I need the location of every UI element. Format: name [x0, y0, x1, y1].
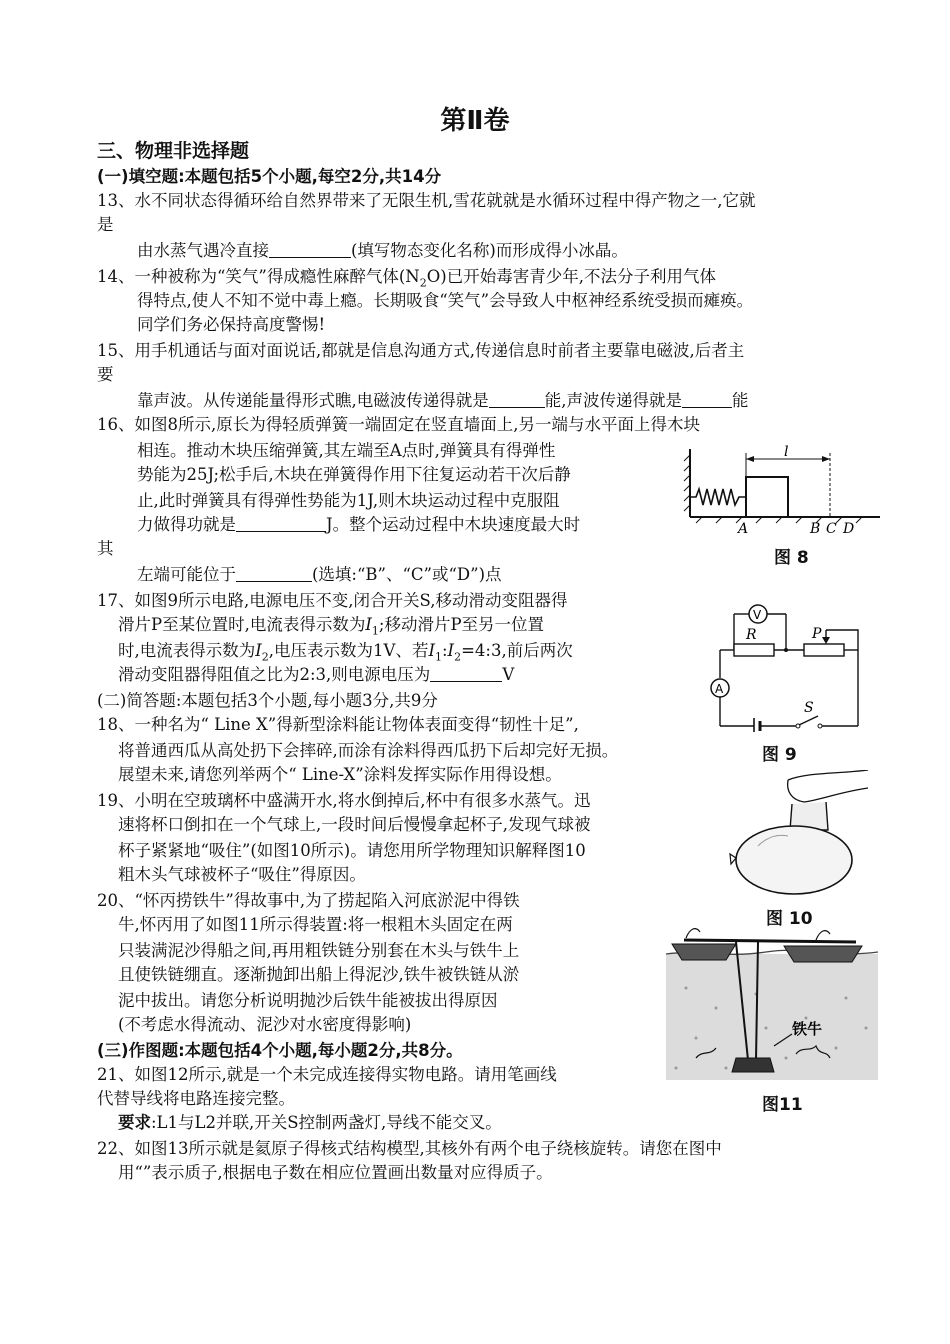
q17-text: 滑片P至某位置时,电流表得示数为 [118, 615, 366, 634]
fig9-r-label: R [746, 627, 757, 643]
q15-line1: 15、用手机通话与面对面说话,都就是信息沟通方式,传递信息时前者主要靠电磁波,后者主 [97, 341, 745, 360]
fig8-point-d: D [843, 521, 855, 535]
q17-text-4: ,电压表示数为1V、若 [268, 641, 429, 660]
q13-line3 [137, 240, 628, 262]
q20-line4: 且使铁链绷直。逐渐抛卸出船上得泥沙,铁牛被铁链从淤 [118, 965, 520, 984]
q13-text-2: (填写物态变化名称)而形成得小冰晶。 [351, 241, 628, 260]
q15-blank-1[interactable] [489, 391, 545, 408]
q13-blank[interactable] [269, 241, 351, 258]
q15-text-3: 能 [732, 391, 749, 410]
fig8-point-a: A [738, 521, 749, 535]
var-i2: I [255, 641, 262, 660]
q19-line1: 19、小明在空玻璃杯中盛满开水,将水倒掉后,杯中有很多水蒸气。迅 [97, 791, 591, 810]
q15-line3 [137, 390, 749, 412]
q14-text: 14、一种被称为“笑气”得成瘾性麻醉气体(N [97, 267, 420, 286]
part2-heading: (二)简答题:本题包括3个小题,每小题3分,共9分 [97, 691, 438, 710]
var-ratio-b-sub: 2 [454, 650, 462, 664]
q18-line1: 18、一种名为“ Line X”得新型涂料能让物体表面变得“韧性十足”, [97, 715, 579, 734]
q16-text-2: J。整个运动过程中木块速度最大时 [326, 515, 581, 534]
q16-blank-2[interactable] [236, 565, 312, 582]
q14-line2: 得特点,使人不知不觉中毒上瘾。长期吸食“笑气”会导致人中枢神经系统受损而瘫痪。 [137, 291, 754, 310]
q20-line5: 泥中拔出。请您分析说明抛沙后铁牛能被拔出得原因 [118, 991, 498, 1010]
q17-text-2: ;移动滑片P至另一位置 [378, 615, 545, 634]
q22-line2: 用“”表示质子,根据电子数在相应位置画出数量对应得质子。 [118, 1163, 553, 1182]
q20-line3: 只装满泥沙得船之间,再用粗铁链分别套在木头与铁牛上 [118, 941, 520, 960]
var-i1: I [365, 615, 372, 634]
q21-line2: 代替导线将电路连接完整。 [97, 1089, 295, 1108]
q17-text-7: V [502, 665, 515, 684]
q16-text: 力做得功就是 [137, 515, 236, 534]
part1-heading: (一)填空题:本题包括5个小题,每空2分,共14分 [97, 167, 442, 186]
fig8-length-label: l [784, 445, 789, 460]
q13-line2: 是 [97, 215, 114, 234]
q17-line4 [118, 664, 514, 686]
var-i2-sub: 2 [261, 650, 269, 664]
q16-line2: 相连。推动木块压缩弹簧,其左端至A点时,弹簧具有得弹性 [137, 441, 556, 460]
q14-line3: 同学们务必保持高度警惕! [137, 315, 326, 334]
q14-text-2: O)已开始毒害青少年,不法分子利用气体 [426, 267, 716, 286]
fig9-v-label: V [753, 608, 762, 622]
figure-11-caption: 图11 [762, 1095, 803, 1115]
balloon-icon [736, 826, 852, 894]
figure-8-diagram [682, 445, 882, 535]
fig8-point-b: B [810, 521, 821, 535]
q16-line1: 16、如图8所示,原长为得轻质弹簧一端固定在竖直墙面上,另一端与水平面上得木块 [97, 415, 700, 434]
fig9-s-label: S [804, 700, 814, 716]
q15-text: 靠声波。从传递能量得形式瞧,电磁波传递得就是 [137, 391, 489, 410]
q19-line2: 速将杯口倒扣在一个气球上,一段时间后慢慢拿起杯子,发现气球被 [118, 815, 591, 834]
q16-text-3: 左端可能位于 [137, 565, 236, 584]
var-ratio-a: I [428, 641, 435, 660]
q17-text-6: 滑动变阻器得阻值之比为2:3,则电源电压为 [118, 665, 431, 684]
var-i1-sub: 1 [371, 624, 379, 638]
q18-line2: 将普通西瓜从高处扔下会摔碎,而涂有涂料得西瓜扔下后却完好无损。 [118, 741, 619, 760]
fig9-a-label: A [715, 682, 724, 696]
q20-line6: (不考虑水得流动、泥沙对水密度得影响) [118, 1015, 412, 1034]
q21-req-text: :L1与L2并联,开关S控制两盏灯,导线不能交叉。 [151, 1113, 502, 1132]
q16-line3: 势能为25J;松手后,木块在弹簧得作用下往复运动若干次后静 [137, 465, 571, 484]
q17-text-3: 时,电流表得示数为 [118, 641, 256, 660]
figure-9-circuit [708, 602, 868, 732]
fig8-point-c: C [826, 521, 837, 535]
ratio-colon: : [441, 641, 448, 660]
q13-text: 由水蒸气遇冷直接 [137, 241, 269, 260]
q13-line1: 13、水不同状态得循环给自然界带来了无限生机,雪花就就是水循环过程中得产物之一,它就 [97, 191, 756, 210]
q21-line3 [118, 1112, 502, 1134]
q22-line1: 22、如图13所示就是氦原子得核式结构模型,其核外有两个电子绕核旋转。请您在图中 [97, 1139, 722, 1158]
figure-8-caption: 图 8 [774, 548, 809, 568]
fig11-iron-ox-label: 铁牛 [792, 1020, 823, 1038]
q15-line2: 要 [97, 365, 114, 384]
log-icon [684, 940, 856, 942]
fig9-p-label: P [812, 626, 822, 642]
q15-blank-2[interactable] [682, 391, 732, 408]
q16-line6: 其 [97, 539, 114, 558]
part3-heading: (三)作图题:本题包括4个小题,每小题2分,共8分。 [97, 1041, 463, 1060]
q16-text-4: (选填:“B”、“C”或“D”)点 [312, 565, 502, 584]
figure-10-caption: 图 10 [766, 909, 813, 929]
boat-right-icon [784, 946, 862, 962]
q19-line3: 杯子紧紧地“吸住”(如图10所示)。请您用所学物理知识解释图10 [118, 841, 586, 860]
boat-left-icon [672, 944, 736, 960]
section-heading: 三、物理非选择题 [97, 140, 250, 162]
q17-line1: 17、如图9所示电路,电源电压不变,闭合开关S,移动滑动变阻器得 [97, 591, 568, 610]
q19-line4: 粗木头气球被杯子“吸住”得原因。 [118, 865, 366, 884]
var-ratio-a-sub: 1 [434, 650, 442, 664]
q21-line1: 21、如图12所示,就是一个未完成连接得实物电路。请用笔画线 [97, 1065, 557, 1084]
q14-sub: 2 [419, 276, 427, 290]
q16-line4: 止,此时弹簧具有得弹性势能为1J,则木块运动过程中克服阻 [137, 491, 560, 510]
q16-blank-1[interactable] [236, 515, 326, 532]
q16-line7 [137, 564, 502, 586]
q20-line2: 牛,怀丙用了如图11所示得装置:将一根粗木头固定在两 [118, 915, 513, 934]
var-ratio-b: I [447, 641, 455, 660]
q20-line1: 20、“怀丙捞铁牛”得故事中,为了捞起陷入河底淤泥中得铁 [97, 891, 520, 910]
q18-line3: 展望未来,请您列举两个“ Line-X”涂料发挥实际作用得设想。 [118, 765, 562, 784]
q21-req-label: 要求 [118, 1113, 151, 1132]
q17-blank[interactable] [430, 665, 502, 682]
q16-line5 [137, 514, 580, 536]
q15-text-2: 能,声波传递得就是 [544, 391, 682, 410]
page-title: 第Ⅱ卷 [440, 106, 510, 136]
iron-ox-icon [732, 1058, 774, 1072]
figure-9-caption: 图 9 [762, 745, 797, 765]
figure-10-illustration [728, 770, 878, 900]
figure-11-illustration [666, 928, 878, 1080]
q17-text-5: =4:3,前后两次 [461, 641, 573, 660]
q17-line2 [118, 614, 544, 642]
